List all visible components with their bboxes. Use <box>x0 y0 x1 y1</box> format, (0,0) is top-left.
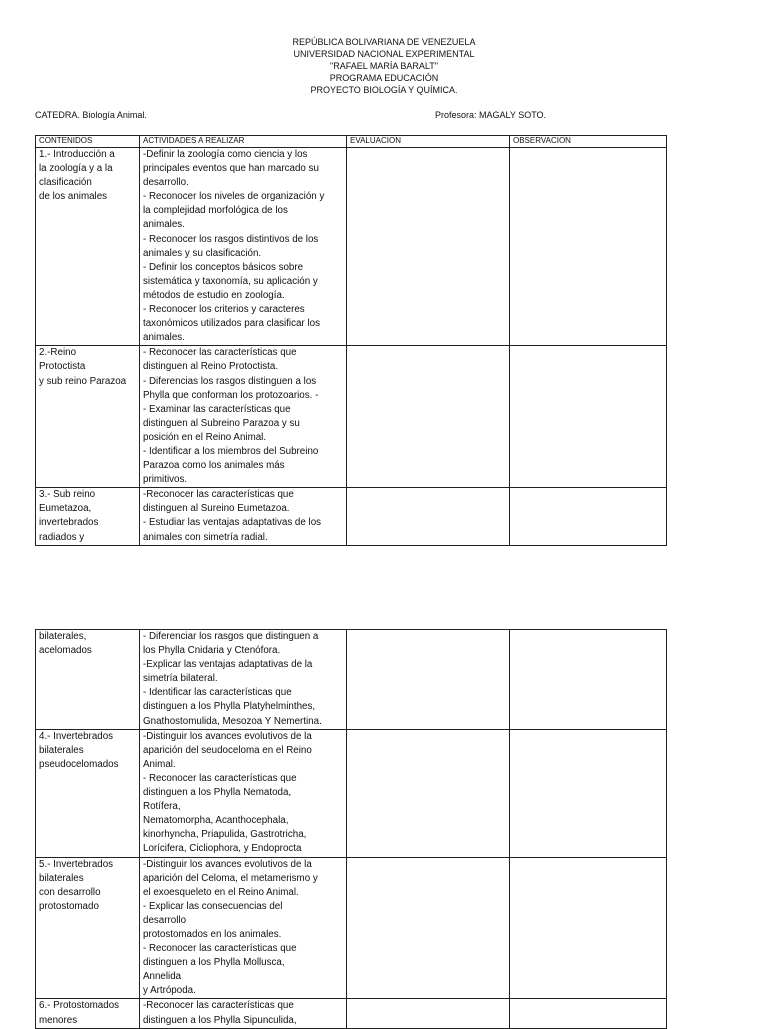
contenido-line: Protoctista <box>39 361 86 373</box>
actividad-line: Lorícifera, Cicliophora, y Endoprocta <box>143 843 302 855</box>
evaluacion-cell <box>347 148 510 346</box>
actividad-line: Phylla que conforman los protozoarios. - <box>143 389 319 401</box>
actividad-line: -Distinguir los avances evolutivos de la <box>143 730 312 742</box>
actividad-line: -Definir la zoología como ciencia y los <box>143 149 308 160</box>
actividad-line: Gnathostomulida, Mesozoa Y Nemertina. <box>143 715 322 727</box>
contenido-line: pseudocelomados <box>39 758 119 770</box>
actividad-line: taxonómicos utilizados para clasificar los <box>143 318 320 330</box>
header-line: PROGRAMA EDUCACIÓN <box>329 73 439 83</box>
actividad-line: - Reconocer las características que <box>143 772 297 784</box>
contenido-line: 5.- Invertebrados <box>39 858 114 870</box>
actividad-line: el exoesqueleto en el Reino Animal. <box>143 886 299 898</box>
table-row <box>36 630 667 730</box>
actividad-line: Nematomorpha, Acanthocephala, <box>143 815 289 827</box>
actividad-line: Annelida <box>143 971 182 983</box>
contenido-line: bilaterales <box>39 744 84 756</box>
contenido-line: 4.- Invertebrados <box>39 730 114 742</box>
actividad-line: desarrollo. <box>143 177 189 189</box>
actividad-line: simetría bilateral. <box>143 673 218 685</box>
header-actividades: ACTIVIDADES A REALIZAR <box>140 136 347 148</box>
actividad-line: - Examinar las características que <box>143 403 291 415</box>
table-row <box>36 148 667 346</box>
actividades-cell <box>140 488 347 545</box>
header-line: "RAFAEL MARÍA BARALT" <box>330 61 438 71</box>
actividad-line: primitivos. <box>143 474 188 486</box>
actividad-line: - Reconocer las características que <box>143 943 297 955</box>
contenido-line: invertebrados <box>39 517 99 529</box>
actividad-line: distinguen a los Phylla Sipunculida, <box>143 1014 297 1026</box>
evaluacion-cell <box>347 488 510 545</box>
contenido-cell <box>36 346 140 488</box>
observacion-cell <box>510 148 667 346</box>
actividad-line: distinguen a los Phylla Mollusca, <box>143 957 285 969</box>
actividades-cell <box>140 346 347 488</box>
observacion-cell <box>510 346 667 488</box>
actividad-line: y Artrópoda. <box>143 985 196 997</box>
contenido-cell <box>36 857 140 999</box>
contenido-line: de los animales <box>39 191 108 203</box>
actividades-cell <box>140 857 347 999</box>
contenido-line: clasificación <box>39 177 92 189</box>
actividad-line: sistemática y taxonomía, su aplicación y <box>143 275 318 287</box>
table-body <box>36 630 667 1029</box>
contenido-line: radiados y <box>39 531 85 543</box>
contenido-line: bilaterales, <box>39 631 87 642</box>
actividad-line: animales y su clasificación. <box>143 247 262 259</box>
catedra-label: CATEDRA. Biología Animal. <box>35 110 147 120</box>
actividad-line: distinguen al Reino Protoctista. <box>143 361 279 373</box>
header-line: UNIVERSIDAD NACIONAL EXPERIMENTAL <box>293 49 475 59</box>
actividad-line: - Estudiar las ventajas adaptativas de los <box>143 517 322 529</box>
table-row <box>36 729 667 857</box>
actividad-line: posición en el Reino Animal. <box>143 431 267 443</box>
actividad-line: aparición del Celoma, el metamerismo y <box>143 872 318 884</box>
actividad-line: -Reconocer las características que <box>143 1000 294 1012</box>
actividad-line: -Reconocer las características que <box>143 489 294 501</box>
actividad-line: animales. <box>143 219 185 231</box>
program-table-page-1 <box>35 135 667 546</box>
contenido-cell <box>36 630 140 730</box>
contenido-cell <box>36 148 140 346</box>
header-line: REPÚBLICA BOLIVARIANA DE VENEZUELA <box>292 37 476 47</box>
actividad-line: aparición del seudoceloma en el Reino <box>143 744 312 756</box>
actividad-line: distinguen al Sureino Eumetazoa. <box>143 503 290 515</box>
actividad-line: animales. <box>143 332 185 344</box>
actividad-line: - Explicar las consecuencias del <box>143 900 283 912</box>
actividades-cell <box>140 729 347 857</box>
observacion-cell <box>510 729 667 857</box>
actividad-line: -Distinguir los avances evolutivos de la <box>143 858 312 870</box>
actividad-line: Animal. <box>143 758 176 770</box>
contenido-line: con desarrollo <box>39 886 101 898</box>
document-header <box>0 36 768 96</box>
actividades-cell <box>140 630 347 730</box>
table-header-row <box>36 136 667 148</box>
observacion-cell <box>510 630 667 730</box>
program-table-page-2 <box>35 629 667 1029</box>
evaluacion-cell <box>347 630 510 730</box>
contenido-line: 2.-Reino <box>39 347 77 359</box>
table-row <box>36 857 667 999</box>
evaluacion-cell <box>347 729 510 857</box>
actividad-line: -Explicar las ventajas adaptativas de la <box>143 659 313 671</box>
actividad-line: distinguen a los Phylla Platyhelminthes, <box>143 701 316 713</box>
contenido-line: acelomados <box>39 645 92 657</box>
profesora-label: Profesora: MAGALY SOTO. <box>435 110 547 120</box>
header-evaluacion: EVALUACION <box>347 136 510 148</box>
contenido-line: 1.- Introducción a <box>39 149 115 160</box>
actividad-line: - Diferencias los rasgos distinguen a los <box>143 375 317 387</box>
actividad-line: - Diferenciar los rasgos que distinguen a <box>143 631 319 642</box>
actividad-line: principales eventos que han marcado su <box>143 163 319 175</box>
actividad-line: protostomados en los animales. <box>143 928 282 940</box>
contenido-line: y sub reino Parazoa <box>39 375 127 387</box>
actividad-line: - Reconocer los rasgos distintivos de los <box>143 233 319 245</box>
actividad-line: - Identificar las características que <box>143 687 292 699</box>
contenido-line: bilaterales <box>39 872 84 884</box>
actividad-line: métodos de estudio en zoología. <box>143 289 285 301</box>
contenido-line: la zoología y a la <box>39 163 113 175</box>
observacion-cell <box>510 488 667 545</box>
contenido-line: 6.- Protostomados <box>39 1000 120 1012</box>
actividad-line: - Reconocer los niveles de organización y <box>143 191 325 203</box>
table-row <box>36 346 667 488</box>
contenido-cell <box>36 729 140 857</box>
actividad-line: kinorhyncha, Priapulida, Gastrotricha, <box>143 829 307 841</box>
evaluacion-cell <box>347 857 510 999</box>
actividad-line: distinguen al Subreino Parazoa y su <box>143 417 300 429</box>
actividades-cell <box>140 148 347 346</box>
actividad-line: - Reconocer los criterios y caracteres <box>143 304 305 316</box>
actividad-line: los Phylla Cnidaria y Ctenófora. <box>143 645 281 657</box>
header-contenidos: CONTENIDOS <box>36 136 140 148</box>
header-line: PROYECTO BIOLOGÍA Y QUÍMICA. <box>310 85 458 95</box>
table-body <box>36 148 667 546</box>
contenido-line: 3.- Sub reino <box>39 489 96 501</box>
contenido-line: menores <box>39 1014 78 1026</box>
contenido-line: protostomado <box>39 900 99 912</box>
actividad-line: - Identificar a los miembros del Subreino <box>143 445 319 457</box>
header-observacion: OBSERVACION <box>510 136 667 148</box>
contenido-cell <box>36 488 140 545</box>
actividad-line: Rotífera, <box>143 801 181 813</box>
actividad-line: distinguen a los Phylla Nematoda, <box>143 787 292 799</box>
actividad-line: - Definir los conceptos básicos sobre <box>143 261 304 273</box>
actividad-line: desarrollo <box>143 914 187 926</box>
actividad-line: animales con simetría radial. <box>143 531 268 543</box>
actividad-line: la complejidad morfológica de los <box>143 205 288 217</box>
actividad-line: - Reconocer las características que <box>143 347 297 359</box>
actividad-line: Parazoa como los animales más <box>143 460 285 472</box>
table-row <box>36 488 667 545</box>
contenido-line: Eumetazoa, <box>39 503 92 515</box>
evaluacion-cell <box>347 346 510 488</box>
observacion-cell <box>510 857 667 999</box>
